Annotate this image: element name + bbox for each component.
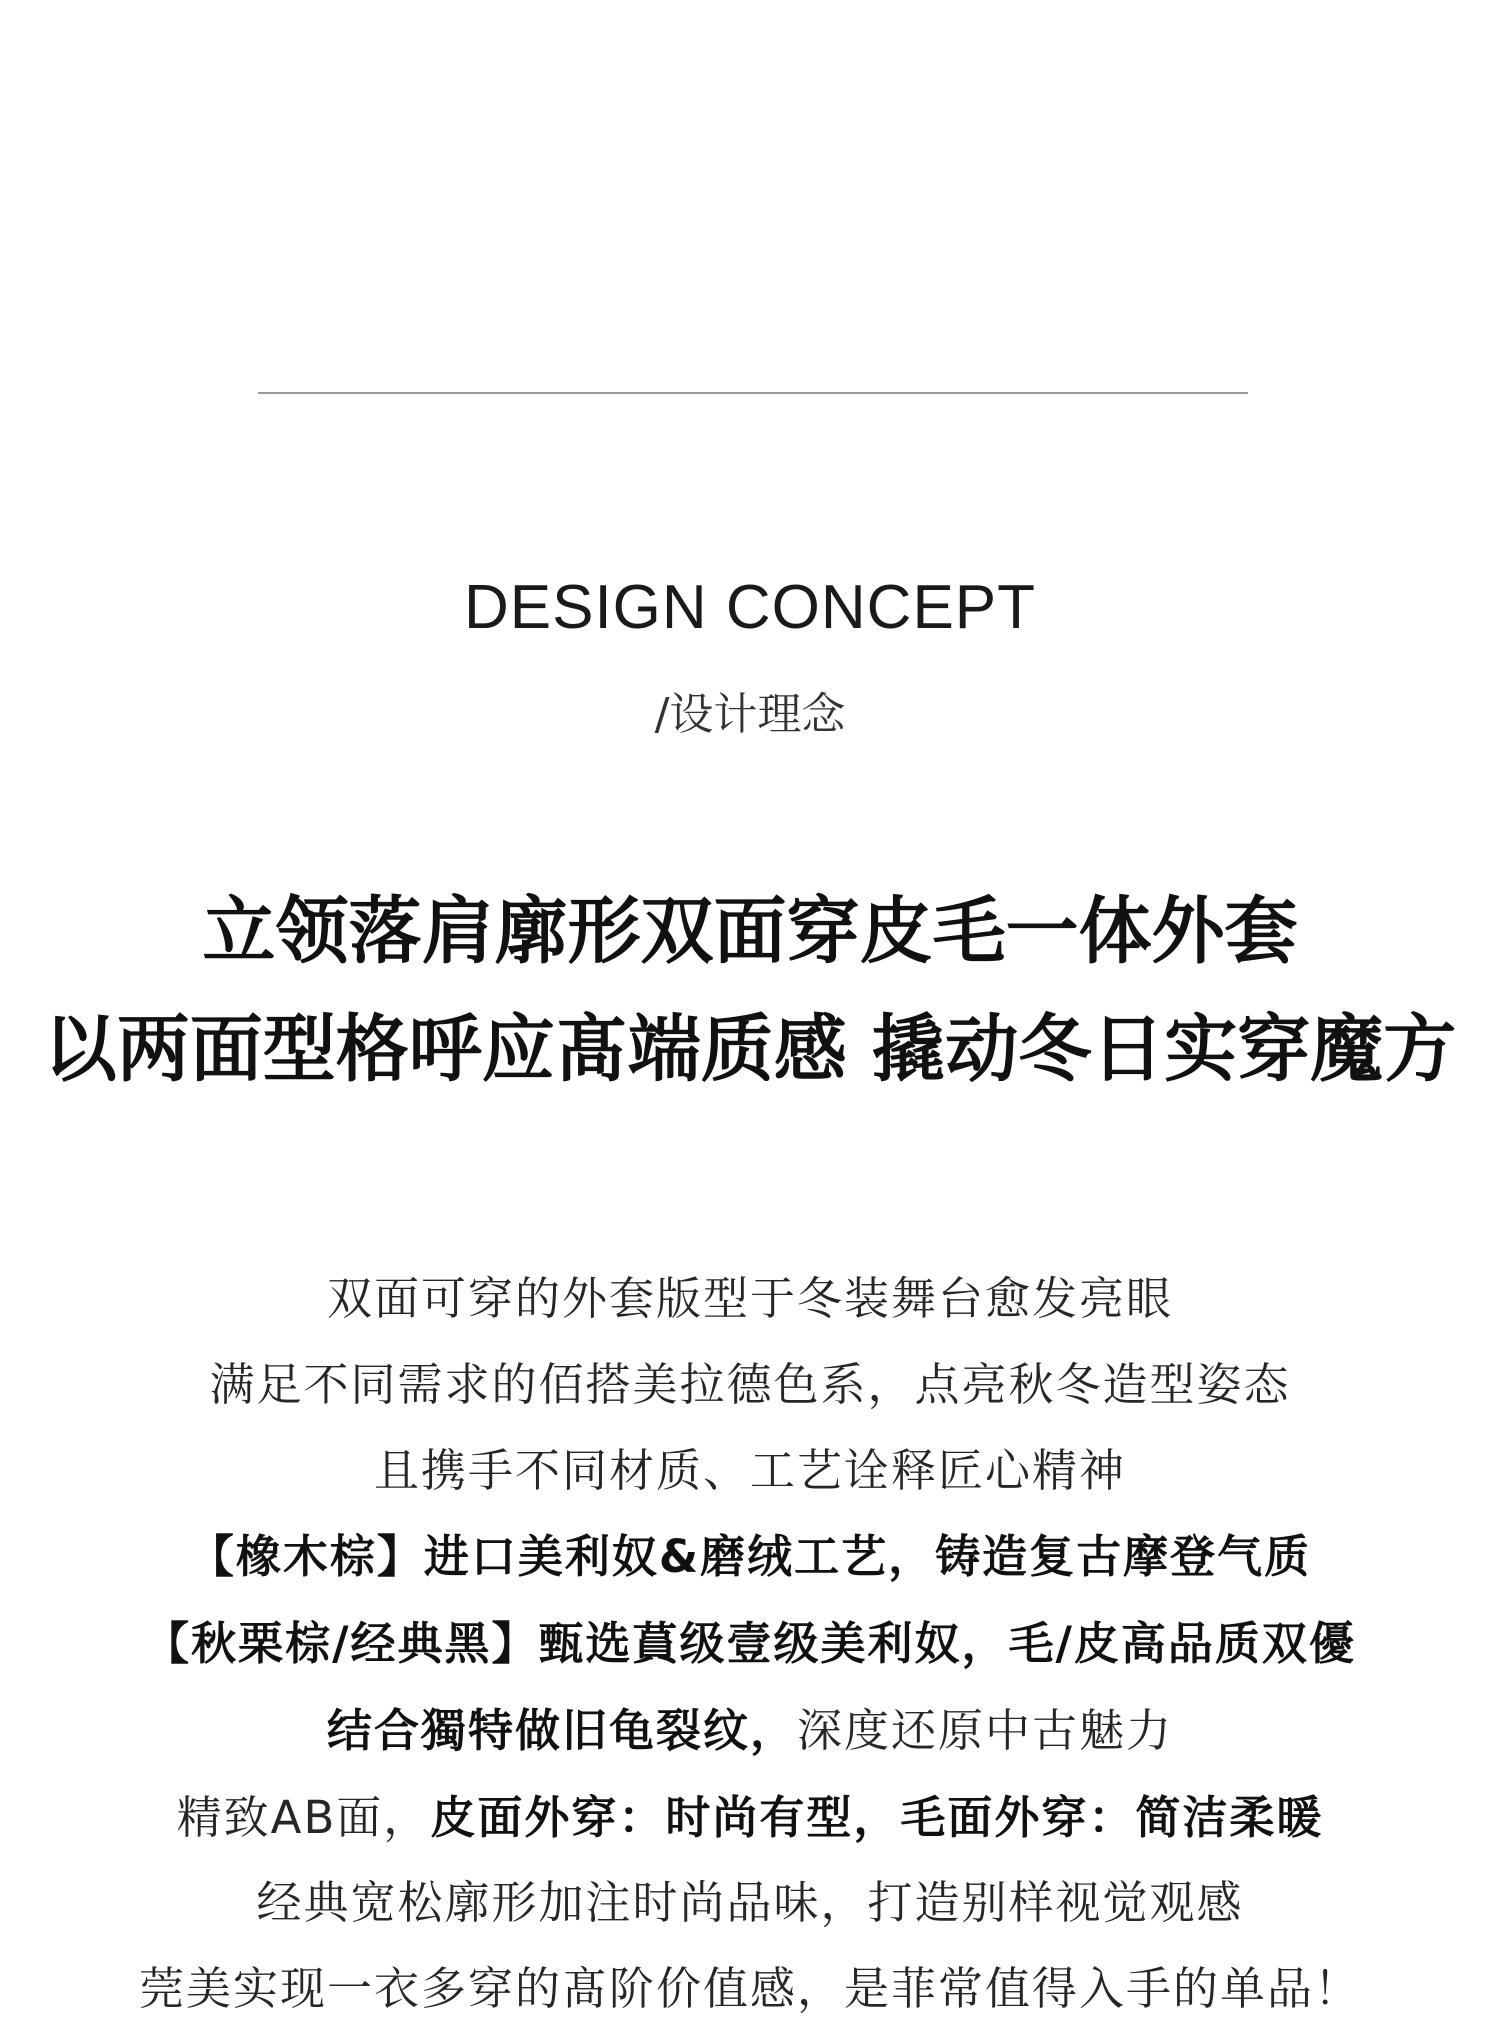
section-heading-cn: /设计理念 <box>654 689 846 740</box>
top-divider <box>258 392 1248 394</box>
description-line-6-regular: 深度还原中古魅力 <box>797 1704 1174 1757</box>
description-line-1: 双面可穿的外套版型于冬装舞台愈发亮眼 <box>326 1272 1173 1325</box>
description-line-8: 经典宽松廓形加注时尚品味，打造别样视觉观感 <box>256 1876 1244 1929</box>
description-line-7-bold: 皮面外穿：时尚有型，毛面外穿：简洁柔暖 <box>430 1791 1324 1844</box>
description-line-4: 【橡木棕】进口美利奴&磨绒工艺，铸造复古摩登气质 <box>188 1530 1312 1583</box>
description-line-6-bold: 结合獨特做旧龟裂纹， <box>326 1704 797 1757</box>
product-title-line-2: 以两面型格呼应髙端质感 撬动冬日实穿魔方 <box>43 1007 1457 1092</box>
description-line-6 <box>0 1694 1500 1759</box>
description-line-9: 莞美实现一衣多穿的髙阶价值感，是菲常值得入手的单品！ <box>138 1962 1361 2015</box>
description-line-7-regular: 精致AB面， <box>176 1791 431 1844</box>
product-title-line-1: 立领落肩廓形双面穿皮毛一体外套 <box>202 889 1298 974</box>
description-line-7 <box>0 1781 1500 1846</box>
description-line-3: 且携手不同材质、工艺诠释匠心精神 <box>373 1444 1126 1497</box>
description-line-2: 满足不同需求的佰搭美拉德色系，点亮秋冬造型姿态 <box>209 1358 1291 1411</box>
description-line-5: 【秋栗棕/经典黑】甄选蒷级壹级美利奴，毛/皮高品质双優 <box>144 1617 1356 1670</box>
section-heading-en: DESIGN CONCEPT <box>463 573 1037 642</box>
